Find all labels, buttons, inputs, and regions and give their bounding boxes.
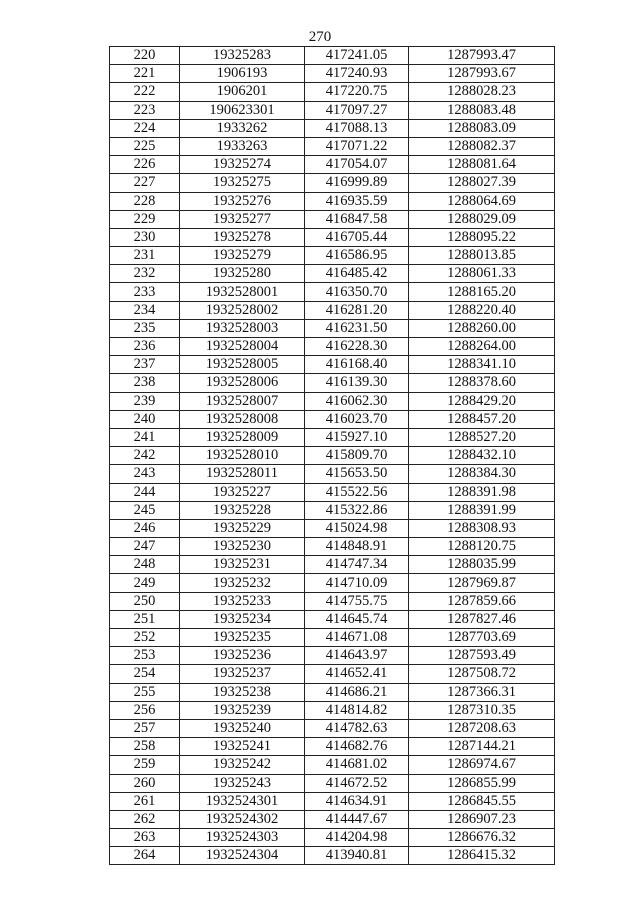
point-id-cell: 1906201	[180, 83, 305, 101]
x-coordinate-cell: 414643.97	[305, 647, 409, 665]
x-coordinate-cell: 414447.67	[305, 810, 409, 828]
point-number-cell: 250	[110, 592, 180, 610]
x-coordinate-cell: 417071.22	[305, 137, 409, 155]
point-number-cell: 241	[110, 428, 180, 446]
x-coordinate-cell: 414710.09	[305, 574, 409, 592]
x-coordinate-cell: 417054.07	[305, 156, 409, 174]
point-id-cell: 1932528003	[180, 319, 305, 337]
table-row	[110, 247, 555, 265]
y-coordinate-cell: 1287310.35	[409, 701, 555, 719]
table-row	[110, 428, 555, 446]
table-row	[110, 301, 555, 319]
point-id-cell: 1932528005	[180, 356, 305, 374]
point-number-cell: 258	[110, 738, 180, 756]
point-number-cell: 244	[110, 483, 180, 501]
x-coordinate-cell: 416281.20	[305, 301, 409, 319]
y-coordinate-cell: 1288082.37	[409, 137, 555, 155]
x-coordinate-cell: 414848.91	[305, 538, 409, 556]
point-id-cell: 1932528006	[180, 374, 305, 392]
table-row	[110, 483, 555, 501]
table-row	[110, 829, 555, 847]
x-coordinate-cell: 414672.52	[305, 774, 409, 792]
x-coordinate-cell: 416350.70	[305, 283, 409, 301]
x-coordinate-cell: 417088.13	[305, 119, 409, 137]
table-row	[110, 374, 555, 392]
y-coordinate-cell: 1287508.72	[409, 665, 555, 683]
y-coordinate-cell: 1288013.85	[409, 247, 555, 265]
table-row	[110, 610, 555, 628]
y-coordinate-cell: 1286845.55	[409, 792, 555, 810]
table-row	[110, 319, 555, 337]
point-number-cell: 226	[110, 156, 180, 174]
table-row	[110, 519, 555, 537]
point-number-cell: 236	[110, 338, 180, 356]
point-number-cell: 262	[110, 810, 180, 828]
y-coordinate-cell: 1288457.20	[409, 410, 555, 428]
point-id-cell: 19325230	[180, 538, 305, 556]
point-number-cell: 223	[110, 101, 180, 119]
table-row	[110, 465, 555, 483]
point-number-cell: 243	[110, 465, 180, 483]
point-number-cell: 254	[110, 665, 180, 683]
x-coordinate-cell: 416139.30	[305, 374, 409, 392]
table-row	[110, 338, 555, 356]
table-row	[110, 574, 555, 592]
point-number-cell: 229	[110, 210, 180, 228]
table-row	[110, 665, 555, 683]
y-coordinate-cell: 1286974.67	[409, 756, 555, 774]
y-coordinate-cell: 1286676.32	[409, 829, 555, 847]
point-number-cell: 224	[110, 119, 180, 137]
y-coordinate-cell: 1288391.98	[409, 483, 555, 501]
point-number-cell: 235	[110, 319, 180, 337]
x-coordinate-cell: 416935.59	[305, 192, 409, 210]
y-coordinate-cell: 1288264.00	[409, 338, 555, 356]
x-coordinate-cell: 415522.56	[305, 483, 409, 501]
point-id-cell: 19325276	[180, 192, 305, 210]
x-coordinate-cell: 416847.58	[305, 210, 409, 228]
y-coordinate-cell: 1288391.99	[409, 501, 555, 519]
point-number-cell: 221	[110, 65, 180, 83]
y-coordinate-cell: 1288432.10	[409, 447, 555, 465]
x-coordinate-cell: 414782.63	[305, 719, 409, 737]
x-coordinate-cell: 417097.27	[305, 101, 409, 119]
y-coordinate-cell: 1287144.21	[409, 738, 555, 756]
y-coordinate-cell: 1288341.10	[409, 356, 555, 374]
point-number-cell: 257	[110, 719, 180, 737]
point-number-cell: 259	[110, 756, 180, 774]
table-row	[110, 392, 555, 410]
x-coordinate-cell: 415322.86	[305, 501, 409, 519]
point-id-cell: 19325240	[180, 719, 305, 737]
table-row	[110, 719, 555, 737]
table-row	[110, 410, 555, 428]
x-coordinate-cell: 417240.93	[305, 65, 409, 83]
y-coordinate-cell: 1286855.99	[409, 774, 555, 792]
table-row	[110, 629, 555, 647]
table-row	[110, 83, 555, 101]
y-coordinate-cell: 1287969.87	[409, 574, 555, 592]
y-coordinate-cell: 1288429.20	[409, 392, 555, 410]
point-id-cell: 19325242	[180, 756, 305, 774]
y-coordinate-cell: 1287827.46	[409, 610, 555, 628]
point-number-cell: 247	[110, 538, 180, 556]
point-number-cell: 231	[110, 247, 180, 265]
table-row	[110, 683, 555, 701]
point-number-cell: 239	[110, 392, 180, 410]
x-coordinate-cell: 416062.30	[305, 392, 409, 410]
y-coordinate-cell: 1287208.63	[409, 719, 555, 737]
y-coordinate-cell: 1287593.49	[409, 647, 555, 665]
point-number-cell: 261	[110, 792, 180, 810]
point-number-cell: 240	[110, 410, 180, 428]
point-id-cell: 1933262	[180, 119, 305, 137]
table-row	[110, 47, 555, 65]
point-number-cell: 233	[110, 283, 180, 301]
y-coordinate-cell: 1288061.33	[409, 265, 555, 283]
y-coordinate-cell: 1288083.09	[409, 119, 555, 137]
table-row	[110, 356, 555, 374]
point-number-cell: 264	[110, 847, 180, 865]
point-number-cell: 222	[110, 83, 180, 101]
point-id-cell: 19325235	[180, 629, 305, 647]
y-coordinate-cell: 1287366.31	[409, 683, 555, 701]
x-coordinate-cell: 416168.40	[305, 356, 409, 374]
x-coordinate-cell: 414755.75	[305, 592, 409, 610]
point-number-cell: 225	[110, 137, 180, 155]
point-id-cell: 1932528009	[180, 428, 305, 446]
x-coordinate-cell: 414814.82	[305, 701, 409, 719]
x-coordinate-cell: 417241.05	[305, 47, 409, 65]
table-body	[110, 47, 555, 865]
table-row	[110, 101, 555, 119]
point-id-cell: 19325228	[180, 501, 305, 519]
point-id-cell: 19325243	[180, 774, 305, 792]
table-row	[110, 847, 555, 865]
point-id-cell: 19325279	[180, 247, 305, 265]
x-coordinate-cell: 417220.75	[305, 83, 409, 101]
y-coordinate-cell: 1287859.66	[409, 592, 555, 610]
point-number-cell: 248	[110, 556, 180, 574]
y-coordinate-cell: 1286907.23	[409, 810, 555, 828]
point-id-cell: 1933263	[180, 137, 305, 155]
point-id-cell: 19325234	[180, 610, 305, 628]
point-id-cell: 1932524302	[180, 810, 305, 828]
point-id-cell: 1932528011	[180, 465, 305, 483]
point-id-cell: 19325275	[180, 174, 305, 192]
y-coordinate-cell: 1288527.20	[409, 428, 555, 446]
table-row	[110, 447, 555, 465]
point-id-cell: 19325280	[180, 265, 305, 283]
table-row	[110, 283, 555, 301]
table-row	[110, 174, 555, 192]
table-row	[110, 119, 555, 137]
point-id-cell: 1932524304	[180, 847, 305, 865]
point-id-cell: 19325283	[180, 47, 305, 65]
point-id-cell: 19325239	[180, 701, 305, 719]
x-coordinate-cell: 415653.50	[305, 465, 409, 483]
y-coordinate-cell: 1288260.00	[409, 319, 555, 337]
table-row	[110, 756, 555, 774]
x-coordinate-cell: 414686.21	[305, 683, 409, 701]
x-coordinate-cell: 416999.89	[305, 174, 409, 192]
x-coordinate-cell: 416231.50	[305, 319, 409, 337]
table-row	[110, 538, 555, 556]
x-coordinate-cell: 415024.98	[305, 519, 409, 537]
point-number-cell: 253	[110, 647, 180, 665]
x-coordinate-cell: 414747.34	[305, 556, 409, 574]
point-id-cell: 19325232	[180, 574, 305, 592]
point-number-cell: 220	[110, 47, 180, 65]
point-id-cell: 1932528001	[180, 283, 305, 301]
y-coordinate-cell: 1286415.32	[409, 847, 555, 865]
point-id-cell: 19325231	[180, 556, 305, 574]
point-id-cell: 19325237	[180, 665, 305, 683]
x-coordinate-cell: 414645.74	[305, 610, 409, 628]
table-row	[110, 774, 555, 792]
table-row	[110, 65, 555, 83]
x-coordinate-cell: 414681.02	[305, 756, 409, 774]
y-coordinate-cell: 1288095.22	[409, 228, 555, 246]
point-id-cell: 1932528007	[180, 392, 305, 410]
coordinate-table	[109, 46, 555, 865]
table-row	[110, 647, 555, 665]
point-number-cell: 256	[110, 701, 180, 719]
table-row	[110, 592, 555, 610]
point-number-cell: 228	[110, 192, 180, 210]
x-coordinate-cell: 415809.70	[305, 447, 409, 465]
point-number-cell: 263	[110, 829, 180, 847]
point-id-cell: 1932528008	[180, 410, 305, 428]
table-row	[110, 210, 555, 228]
table-row	[110, 792, 555, 810]
point-number-cell: 255	[110, 683, 180, 701]
table-row	[110, 192, 555, 210]
point-id-cell: 19325233	[180, 592, 305, 610]
x-coordinate-cell: 416485.42	[305, 265, 409, 283]
table-row	[110, 501, 555, 519]
point-number-cell: 246	[110, 519, 180, 537]
y-coordinate-cell: 1288028.23	[409, 83, 555, 101]
point-id-cell: 19325227	[180, 483, 305, 501]
y-coordinate-cell: 1288378.60	[409, 374, 555, 392]
point-number-cell: 230	[110, 228, 180, 246]
x-coordinate-cell: 413940.81	[305, 847, 409, 865]
x-coordinate-cell: 416586.95	[305, 247, 409, 265]
point-id-cell: 1932524301	[180, 792, 305, 810]
point-number-cell: 227	[110, 174, 180, 192]
table-row	[110, 738, 555, 756]
point-id-cell: 1932528004	[180, 338, 305, 356]
table-row	[110, 156, 555, 174]
table-row	[110, 701, 555, 719]
point-id-cell: 19325238	[180, 683, 305, 701]
point-number-cell: 238	[110, 374, 180, 392]
point-id-cell: 190623301	[180, 101, 305, 119]
table-row	[110, 265, 555, 283]
point-id-cell: 19325241	[180, 738, 305, 756]
y-coordinate-cell: 1288027.39	[409, 174, 555, 192]
page-number: 270	[308, 29, 332, 45]
point-id-cell: 1932528010	[180, 447, 305, 465]
point-id-cell: 19325277	[180, 210, 305, 228]
y-coordinate-cell: 1287993.67	[409, 65, 555, 83]
point-number-cell: 242	[110, 447, 180, 465]
x-coordinate-cell: 416023.70	[305, 410, 409, 428]
y-coordinate-cell: 1288220.40	[409, 301, 555, 319]
point-id-cell: 1906193	[180, 65, 305, 83]
point-number-cell: 232	[110, 265, 180, 283]
x-coordinate-cell: 415927.10	[305, 428, 409, 446]
point-id-cell: 1932528002	[180, 301, 305, 319]
y-coordinate-cell: 1287703.69	[409, 629, 555, 647]
table-row	[110, 137, 555, 155]
y-coordinate-cell: 1288384.30	[409, 465, 555, 483]
point-number-cell: 245	[110, 501, 180, 519]
point-id-cell: 1932524303	[180, 829, 305, 847]
table-row	[110, 556, 555, 574]
y-coordinate-cell: 1288308.93	[409, 519, 555, 537]
point-number-cell: 260	[110, 774, 180, 792]
y-coordinate-cell: 1288120.75	[409, 538, 555, 556]
y-coordinate-cell: 1287993.47	[409, 47, 555, 65]
point-number-cell: 252	[110, 629, 180, 647]
point-number-cell: 249	[110, 574, 180, 592]
y-coordinate-cell: 1288081.64	[409, 156, 555, 174]
point-id-cell: 19325236	[180, 647, 305, 665]
point-number-cell: 251	[110, 610, 180, 628]
y-coordinate-cell: 1288083.48	[409, 101, 555, 119]
point-number-cell: 234	[110, 301, 180, 319]
y-coordinate-cell: 1288064.69	[409, 192, 555, 210]
x-coordinate-cell: 414652.41	[305, 665, 409, 683]
point-id-cell: 19325229	[180, 519, 305, 537]
table-row	[110, 810, 555, 828]
x-coordinate-cell: 414204.98	[305, 829, 409, 847]
x-coordinate-cell: 416228.30	[305, 338, 409, 356]
y-coordinate-cell: 1288165.20	[409, 283, 555, 301]
point-id-cell: 19325274	[180, 156, 305, 174]
y-coordinate-cell: 1288029.09	[409, 210, 555, 228]
point-number-cell: 237	[110, 356, 180, 374]
x-coordinate-cell: 414634.91	[305, 792, 409, 810]
x-coordinate-cell: 416705.44	[305, 228, 409, 246]
x-coordinate-cell: 414671.08	[305, 629, 409, 647]
y-coordinate-cell: 1288035.99	[409, 556, 555, 574]
table-row	[110, 228, 555, 246]
point-id-cell: 19325278	[180, 228, 305, 246]
x-coordinate-cell: 414682.76	[305, 738, 409, 756]
